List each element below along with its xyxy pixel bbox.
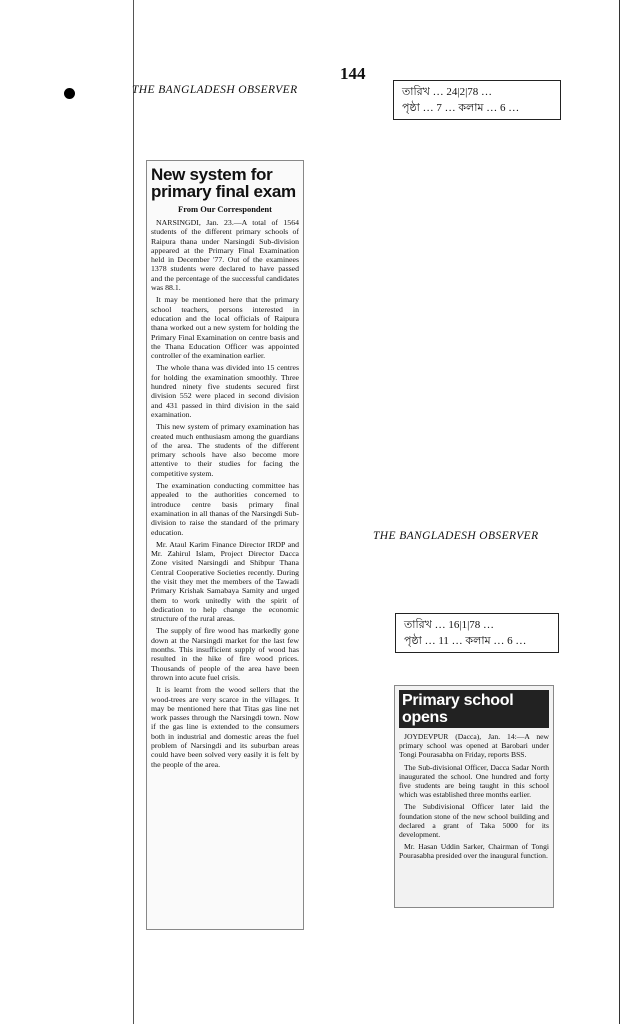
stamp-date-row: তারিখ … 16|1|78 … bbox=[404, 619, 495, 631]
stamp-date-value: 16|1|78 bbox=[448, 619, 481, 631]
news-clipping-2 bbox=[394, 685, 554, 908]
article-paragraph: It is learnt from the wood sellers that the wood-trees are very scarce in the villages. It may be mentioned here that Titas gas line net work passes through the Narsingdi town. Now if the gas line is extended to the consumers both in industrial and domestic areas the fuel problem of Narsingdi and its suburban areas could have been solved very easily it is felt by the people of the area. bbox=[151, 685, 299, 769]
margin-line bbox=[133, 0, 134, 1024]
article-paragraph: The examination conducting committee has appealed to the authorities concerned to introduce centre basis primary final examination in all thanas of the Narsingdi Sub-division to raise the standard of the primary education. bbox=[151, 481, 299, 537]
date-stamp-1 bbox=[393, 80, 561, 120]
article-paragraph: The Subdivisional Officer later laid the foundation stone of the new school building and declared a grant of Taka 5000 for its development. bbox=[399, 802, 549, 840]
stamp-page-value: 11 bbox=[438, 635, 449, 647]
article-byline: From Our Correspondent bbox=[178, 204, 272, 214]
article-headline-1: New system for primary final exam bbox=[151, 165, 296, 201]
stamp-column-value: 6 bbox=[507, 635, 513, 647]
article-paragraph: JOYDEVPUR (Dacca), Jan. 14:—A new primary school was opened at Barobari under Tongi Pourasabha on Friday, reports BSS. bbox=[399, 732, 549, 760]
stamp-page-value: 7 bbox=[436, 102, 442, 114]
article-paragraph: This new system of primary examination has created much enthusiasm among the guardians of the area. The students of the different primary schools have also become more attentive to their studies for facing the competitive system. bbox=[151, 422, 299, 478]
stamp-date-row: তারিখ … 24|2|78 … bbox=[402, 86, 493, 98]
stamp-page-row: পৃষ্ঠা … 11 … কলাম … 6 … bbox=[404, 635, 527, 647]
article-paragraph: Mr. Hasan Uddin Sarker, Chairman of Tongi Pourasabha presided over the inaugural function. bbox=[399, 842, 549, 861]
page-number: 144 bbox=[340, 64, 366, 83]
date-stamp-2 bbox=[395, 613, 559, 653]
article-paragraph: NARSINGDI, Jan. 23.—A total of 1564 students of the different primary schools of Raipura thana under Narsingdi Sub-division appeared at the Primary Final Examination held in December '77. Out of the examinees 1378 students were declared to have passed and the percentage of the successful candidates was 88.1. bbox=[151, 218, 299, 293]
stamp-date-value: 24|2|78 bbox=[446, 86, 479, 98]
page-edge bbox=[619, 0, 620, 1024]
article-paragraph: The supply of fire wood has markedly gone down at the Narsingdi market for the last few months. This insufficient supply of wood has resulted in the hike of fire wood prices. Thousands of people of the area have been thrown into acute fuel crisis. bbox=[151, 626, 299, 682]
newspaper-name-1: THE BANGLADESH OBSERVER bbox=[132, 84, 298, 96]
stamp-page-row: পৃষ্ঠা … 7 … কলাম … 6 … bbox=[402, 102, 520, 114]
punch-hole bbox=[64, 88, 75, 99]
article-paragraph: It may be mentioned here that the primary school teachers, persons interested in education and the local officials of Raipura thana worked out a new system for holding the Primary Final Examination on centre basis and the Thana Education Officer was appointed controller of the examination earlier. bbox=[151, 295, 299, 361]
article-paragraph: The Sub-divisional Officer, Dacca Sadar North inaugurated the school. One hundred and forty five students are being taught in this school which was established three months earlier. bbox=[399, 762, 549, 800]
newspaper-name-2: THE BANGLADESH OBSERVER bbox=[373, 530, 539, 542]
stamp-column-value: 6 bbox=[500, 102, 506, 114]
article-paragraph: The whole thana was divided into 15 centres for holding the examination smoothly. Three hundred ninety five students secured first division 552 were placed in second division and 431 passed in third division in the said examination. bbox=[151, 363, 299, 419]
news-clipping-1 bbox=[146, 160, 304, 930]
article-headline-2: Primary school opens bbox=[399, 690, 549, 728]
article-paragraph: Mr. Ataul Karim Finance Director IRDP and Mr. Zahirul Islam, Project Director Dacca Zone visited Narsingdi and Shibpur Thana Central Cooperative Societies recently. During the visit they met the members of the Tawadi Primary Krishak Samabaya Samity and urged them to work unitedly with the spirit of dedication to help change the economic structure of the rural areas. bbox=[151, 539, 299, 624]
